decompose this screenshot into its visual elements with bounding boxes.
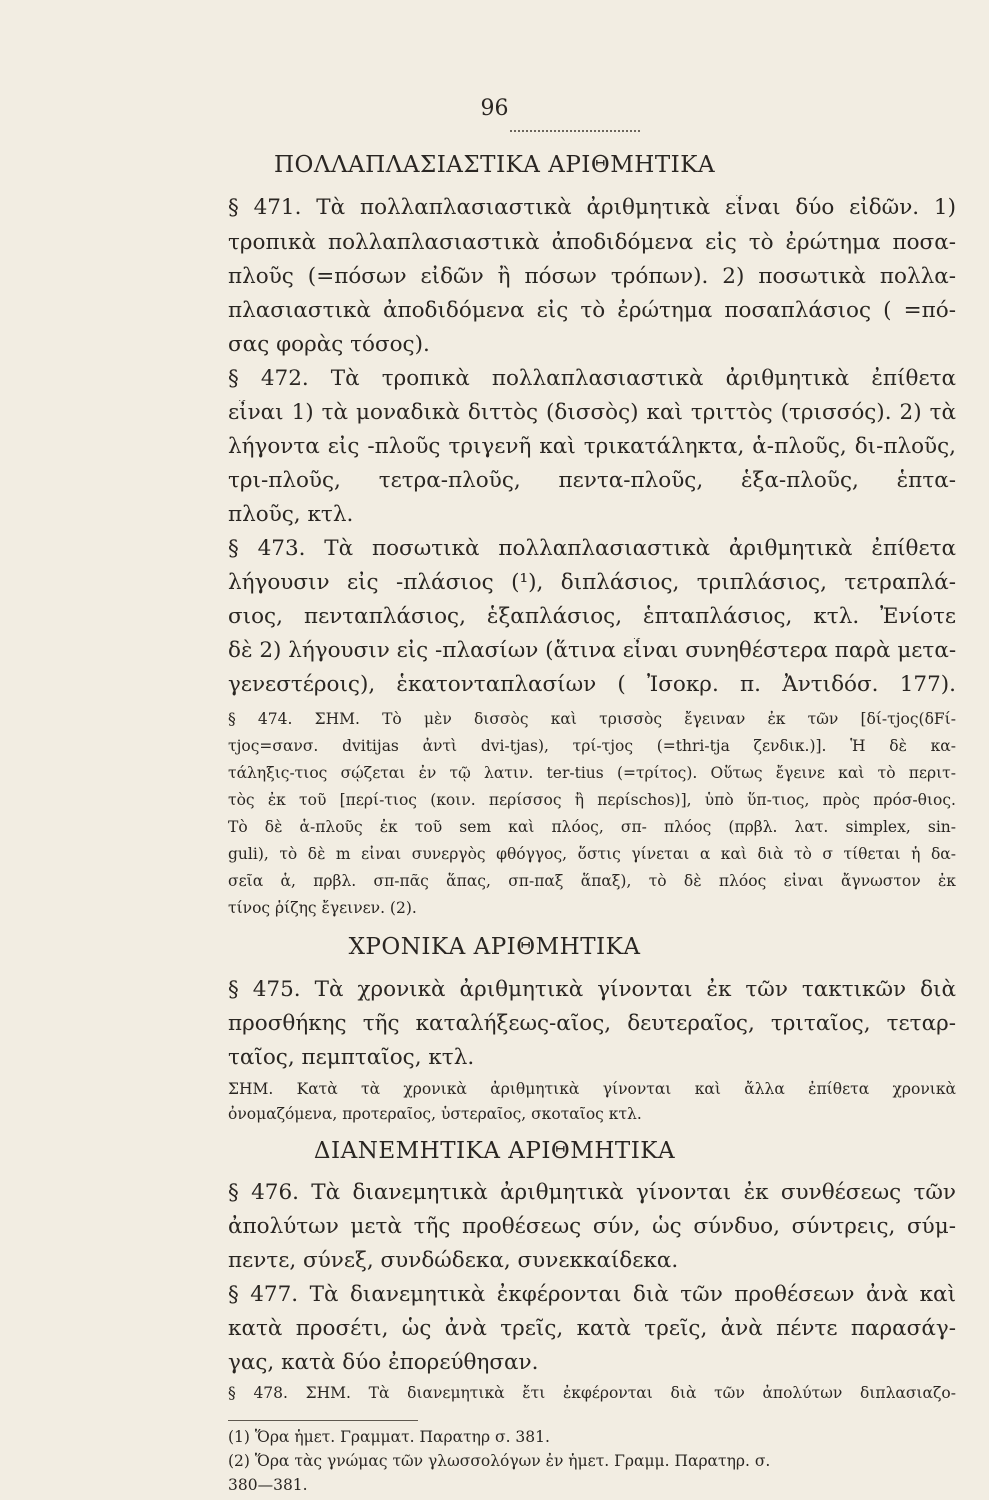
text-line: προσθήκης τῆς καταλήξεως-αῖος, δευτεραῖος, τριταῖος, τεταρ- [228,1011,956,1036]
note-line: τjος=σανσ. dvitijas ἀντὶ dvi-tjas), τρί-τjος (=thri-tja ζενδικ.)]. Ἡ δὲ κα- [228,737,956,755]
text-line: § 471. Τὰ πολλαπλασιαστικὰ ἀριθμητικὰ εἶναι δύο εἰδῶν. 1) [228,195,956,220]
note-line: τίνος ῥίζης ἔγεινεν. (2). [228,899,417,917]
note-line: Τὸ δὲ ἁ-πλοῦς ἐκ τοῦ sem καὶ πλόος, σπ- πλόος (πρβλ. λατ. simplex, sin- [228,818,956,836]
text-line: τρι-πλοῦς, τετρα-πλοῦς, πεντα-πλοῦς, ἑξα-πλοῦς, ἑπτα- [228,468,956,493]
page-number: 96 [480,96,509,121]
text-line: λήγοντα εἰς -πλοῦς τριγενῆ καὶ τρικατάληκτα, ἁ-πλοῦς, δι-πλοῦς, [228,434,956,459]
text-line: § 475. Τὰ χρονικὰ ἀριθμητικὰ γίνονται ἐκ τῶν τακτικῶν διὰ [228,977,956,1002]
text-line: δὲ 2) λήγουσιν εἰς -πλασίων (ἅτινα εἶναι συνηθέστερα παρὰ μετα- [228,638,956,663]
text-line: πλοῦς, κτλ. [228,502,354,527]
note-line: σεῖα ἁ, πρβλ. σπ-πᾶς ἅπας, σπ-παξ ἅπαξ), τὸ δὲ πλόος εἶναι ἄγνωστον ἐκ [228,872,956,890]
heading-distributive: ΔΙΑΝΕΜΗΤΙΚΑ ΑΡΙΘΜΗΤΙΚΑ [313,1138,676,1164]
text-line: § 473. Τὰ ποσωτικὰ πολλαπλασιαστικὰ ἀριθμητικὰ ἐπίθετα [228,536,956,561]
note-line: ὀνομαζόμενα, προτεραῖος, ὑστεραῖος, σκοταῖος κτλ. [228,1105,642,1123]
text-line: § 472. Τὰ τροπικὰ πολλαπλασιαστικὰ ἀριθμητικὰ ἐπίθετα [228,366,956,391]
text-line: πλασιαστικὰ ἀποδιδόμενα εἰς τὸ ἐρώτημα ποσαπλάσιος ( =πό- [228,298,956,323]
note-line: ΣΗΜ. Κατὰ τὰ χρονικὰ ἀριθμητικὰ γίνονται καὶ ἄλλα ἐπίθετα χρονικὰ [228,1080,956,1098]
text-line: εἶναι 1) τὰ μοναδικὰ διττὸς (δισσὸς) καὶ τριττὸς (τρισσός). 2) τὰ [228,400,956,425]
heading-multiplicative: ΠΟΛΛΑΠΛΑΣΙΑΣΤΙΚΑ ΑΡΙΘΜΗΤΙΚΑ [273,152,716,178]
text-line: § 476. Τὰ διανεμητικὰ ἀριθμητικὰ γίνονται ἐκ συνθέσεως τῶν [228,1180,956,1205]
footnote: (1) Ὅρα ἡμετ. Γραμματ. Παρατηρ σ. 381. [228,1428,550,1446]
text-line: πεντε, σύνεξ, συνδώδεκα, συνεκκαίδεκα. [228,1248,679,1273]
note-line: τάληξις-τιος σῴζεται ἐν τῷ λατιν. ter-tius (=τρίτος). Οὕτως ἔγεινε καὶ τὸ περιτ- [228,764,956,782]
text-line: γενεστέροις), ἑκατονταπλασίων ( Ἰσοκρ. π. Ἀντιδόσ. 177). [228,672,956,697]
text-line: § 477. Τὰ διανεμητικὰ ἐκφέρονται διὰ τῶν προθέσεων ἀνὰ καὶ [228,1282,956,1307]
text-line: λήγουσιν εἰς -πλάσιος (¹), διπλάσιος, τριπλάσιος, τετραπλά- [228,570,956,595]
footnote-rule [228,1420,418,1421]
text-line: ταῖος, πεμπταῖος, κτλ. [228,1045,475,1070]
note-line: § 474. ΣΗΜ. Τὸ μὲν δισσὸς καὶ τρισσὸς ἔγειναν ἐκ τῶν [δί-τjος(δFί- [228,710,956,728]
heading-temporal: ΧΡΟΝΙΚΑ ΑΡΙΘΜΗΤΙΚΑ [348,934,641,960]
text-line: σιος, πενταπλάσιος, ἑξαπλάσιος, ἑπταπλάσιος, κτλ. Ἐνίοτε [228,604,956,629]
note-line: § 478. ΣΗΜ. Τὰ διανεμητικὰ ἔτι ἐκφέρονται διὰ τῶν ἀπολύτων διπλασιαζο- [228,1384,956,1402]
text-line: σας φορὰς τόσος). [228,332,430,357]
ornamental-rule [510,124,640,132]
text-line: τροπικὰ πολλαπλασιαστικὰ ἀποδιδόμενα εἰς τὸ ἐρώτημα ποσα- [228,230,956,255]
text-line: γας, κατὰ δύο ἐπορεύθησαν. [228,1350,539,1375]
footnote: (2) Ὅρα τὰς γνώμας τῶν γλωσσολόγων ἐν ἡμετ. Γραμμ. Παρατηρ. σ. [228,1452,771,1470]
text-line: πλοῦς (=πόσων εἰδῶν ἢ πόσων τρόπων). 2) ποσωτικὰ πολλα- [228,264,956,289]
footnote: 380—381. [228,1476,308,1494]
text-line: ἀπολύτων μετὰ τῆς προθέσεως σύν, ὡς σύνδυο, σύντρεις, σύμ- [228,1214,956,1239]
text-line: κατὰ προσέτι, ὡς ἀνὰ τρεῖς, κατὰ τρεῖς, ἀνὰ πέντε παρασάγ- [228,1316,956,1341]
note-line: τὸς ἐκ τοῦ [περί-τιος (κοιν. περίσσος ἢ περίschos)], ὑπὸ ὕπ-τιος, πρὸς πρόσ-θιος. [228,791,956,809]
note-line: guli), τὸ δὲ m εἶναι συνεργὸς φθόγγος, ὅστις γίνεται α καὶ διὰ τὸ σ τίθεται ἡ δα- [228,845,956,863]
